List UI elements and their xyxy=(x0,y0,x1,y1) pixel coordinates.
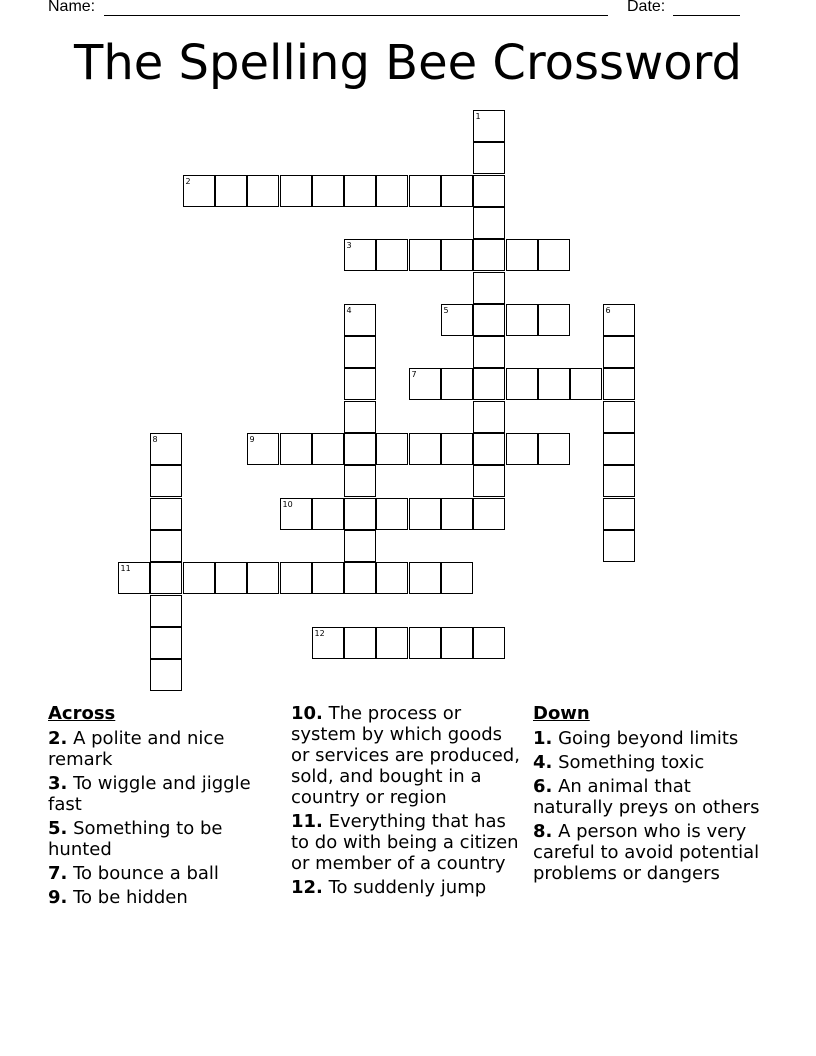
crossword-cell[interactable] xyxy=(150,659,182,691)
crossword-cell[interactable] xyxy=(603,498,635,530)
clue-across-12 xyxy=(291,877,526,898)
crossword-cell[interactable] xyxy=(506,304,538,336)
cell-number: 4 xyxy=(346,305,352,315)
crossword-cell[interactable] xyxy=(312,498,344,530)
clue-text: Something to be hunted xyxy=(48,818,223,860)
crossword-cell[interactable] xyxy=(473,627,505,659)
crossword-cell[interactable] xyxy=(538,368,570,400)
crossword-cell[interactable] xyxy=(247,433,279,465)
crossword-cell[interactable] xyxy=(473,465,505,497)
crossword-cell[interactable] xyxy=(441,304,473,336)
name-label: Name: xyxy=(48,0,96,15)
cell-number: 12 xyxy=(314,628,325,638)
crossword-cell[interactable] xyxy=(409,175,441,207)
date-label: Date: xyxy=(627,0,666,15)
crossword-cell[interactable] xyxy=(506,368,538,400)
crossword-cell[interactable] xyxy=(118,562,150,594)
crossword-cell[interactable] xyxy=(473,304,505,336)
page-title: The Spelling Bee Crossword xyxy=(74,35,742,91)
crossword-cell[interactable] xyxy=(473,368,505,400)
crossword-cell[interactable] xyxy=(441,498,473,530)
crossword-cell[interactable] xyxy=(312,627,344,659)
crossword-cell[interactable] xyxy=(344,433,376,465)
crossword-cell[interactable] xyxy=(603,336,635,368)
clue-down-1 xyxy=(533,728,763,749)
crossword-cell[interactable] xyxy=(409,498,441,530)
crossword-cell[interactable] xyxy=(441,433,473,465)
crossword-cell[interactable] xyxy=(215,175,247,207)
cell-number: 10 xyxy=(282,499,293,509)
crossword-cell[interactable] xyxy=(603,465,635,497)
cell-number: 1 xyxy=(475,111,481,121)
across-clues-continued xyxy=(291,703,526,901)
crossword-cell[interactable] xyxy=(570,368,602,400)
crossword-cell[interactable] xyxy=(473,272,505,304)
crossword-cell[interactable] xyxy=(344,498,376,530)
crossword-cell[interactable] xyxy=(441,562,473,594)
clue-across-10 xyxy=(291,703,526,808)
crossword-cell[interactable] xyxy=(280,433,312,465)
crossword-cell[interactable] xyxy=(312,433,344,465)
clue-number: 8. xyxy=(533,821,553,842)
clue-number: 5. xyxy=(48,818,68,839)
crossword-cell[interactable] xyxy=(473,110,505,142)
crossword-cell[interactable] xyxy=(538,433,570,465)
crossword-cell[interactable] xyxy=(150,433,182,465)
crossword-cell[interactable] xyxy=(312,175,344,207)
clue-down-4 xyxy=(533,752,763,773)
down-clues-column xyxy=(533,703,763,887)
crossword-cell[interactable] xyxy=(506,239,538,271)
across-clues-column xyxy=(48,703,258,911)
crossword-cell[interactable] xyxy=(376,627,408,659)
cell-number: 7 xyxy=(411,369,417,379)
clue-text: To suddenly jump xyxy=(322,877,487,898)
clue-text: To wiggle and jiggle fast xyxy=(48,773,251,815)
cell-number: 8 xyxy=(152,434,158,444)
crossword-cell[interactable] xyxy=(538,304,570,336)
crossword-cell[interactable] xyxy=(344,627,376,659)
clue-number: 6. xyxy=(533,776,553,797)
clue-number: 12. xyxy=(291,877,323,898)
crossword-cell[interactable] xyxy=(312,562,344,594)
clue-text: The process or system by which goods or services are produced, sold, and bought in a country or region xyxy=(291,703,520,808)
crossword-cell[interactable] xyxy=(473,336,505,368)
cell-number: 2 xyxy=(185,176,191,186)
crossword-cell[interactable] xyxy=(603,433,635,465)
clue-text: A person who is very careful to avoid potential problems or dangers xyxy=(533,821,760,884)
crossword-cell[interactable] xyxy=(150,465,182,497)
clue-across-3 xyxy=(48,773,258,815)
cell-number: 6 xyxy=(605,305,611,315)
clue-text: Going beyond limits xyxy=(552,728,739,749)
crossword-cell[interactable] xyxy=(538,239,570,271)
clue-number: 7. xyxy=(48,863,68,884)
clue-across-5 xyxy=(48,818,258,860)
crossword-cell[interactable] xyxy=(344,175,376,207)
clue-text: To bounce a ball xyxy=(67,863,219,884)
crossword-cell[interactable] xyxy=(376,498,408,530)
cell-number: 11 xyxy=(120,563,131,573)
crossword-cell[interactable] xyxy=(376,433,408,465)
crossword-cell[interactable] xyxy=(150,498,182,530)
clue-number: 9. xyxy=(48,887,68,908)
cell-number: 3 xyxy=(346,240,352,250)
crossword-cell[interactable] xyxy=(344,465,376,497)
crossword-cell[interactable] xyxy=(376,562,408,594)
crossword-cell[interactable] xyxy=(409,627,441,659)
crossword-cell[interactable] xyxy=(344,530,376,562)
cell-number: 9 xyxy=(249,434,255,444)
across-heading: Across xyxy=(48,703,116,724)
crossword-cell[interactable] xyxy=(150,530,182,562)
clue-number: 1. xyxy=(533,728,553,749)
crossword-cell[interactable] xyxy=(344,336,376,368)
crossword-cell[interactable] xyxy=(344,562,376,594)
crossword-cell[interactable] xyxy=(150,627,182,659)
crossword-cell[interactable] xyxy=(344,304,376,336)
clue-down-8 xyxy=(533,821,763,884)
crossword-cell[interactable] xyxy=(150,562,182,594)
clue-number: 4. xyxy=(533,752,553,773)
crossword-cell[interactable] xyxy=(603,304,635,336)
crossword-cell[interactable] xyxy=(409,433,441,465)
crossword-cell[interactable] xyxy=(409,368,441,400)
crossword-cell[interactable] xyxy=(603,401,635,433)
clue-number: 11. xyxy=(291,811,323,832)
crossword-cell[interactable] xyxy=(183,562,215,594)
clue-text: To be hidden xyxy=(67,887,188,908)
crossword-cell[interactable] xyxy=(473,207,505,239)
crossword-cell[interactable] xyxy=(441,175,473,207)
clue-text: An animal that naturally preys on others xyxy=(533,776,760,818)
clue-across-2 xyxy=(48,728,258,770)
crossword-cell[interactable] xyxy=(473,401,505,433)
cell-number: 5 xyxy=(443,305,449,315)
crossword-cell[interactable] xyxy=(247,175,279,207)
clue-number: 10. xyxy=(291,703,323,724)
crossword-cell[interactable] xyxy=(344,239,376,271)
clue-number: 3. xyxy=(48,773,68,794)
down-heading: Down xyxy=(533,703,590,724)
crossword-cell[interactable] xyxy=(376,239,408,271)
crossword-cell[interactable] xyxy=(506,433,538,465)
crossword-cell[interactable] xyxy=(441,368,473,400)
crossword-cell[interactable] xyxy=(473,142,505,174)
crossword-cell[interactable] xyxy=(603,368,635,400)
crossword-cell[interactable] xyxy=(409,562,441,594)
clue-down-6 xyxy=(533,776,763,818)
crossword-cell[interactable] xyxy=(183,175,215,207)
crossword-cell[interactable] xyxy=(280,562,312,594)
crossword-cell[interactable] xyxy=(344,401,376,433)
clue-text: A polite and nice remark xyxy=(48,728,225,770)
crossword-cell[interactable] xyxy=(215,562,247,594)
clue-text: Everything that has to do with being a citizen or member of a country xyxy=(291,811,519,874)
crossword-cell[interactable] xyxy=(441,239,473,271)
crossword-cell[interactable] xyxy=(473,239,505,271)
crossword-cell[interactable] xyxy=(473,175,505,207)
clue-across-11 xyxy=(291,811,526,874)
clue-text: Something toxic xyxy=(552,752,705,773)
crossword-cell[interactable] xyxy=(473,498,505,530)
crossword-cell[interactable] xyxy=(441,627,473,659)
clue-across-9 xyxy=(48,887,258,908)
crossword-cell[interactable] xyxy=(603,530,635,562)
clue-number: 2. xyxy=(48,728,68,749)
crossword-cell[interactable] xyxy=(376,175,408,207)
crossword-cell[interactable] xyxy=(409,239,441,271)
crossword-cell[interactable] xyxy=(280,175,312,207)
crossword-cell[interactable] xyxy=(280,498,312,530)
crossword-cell[interactable] xyxy=(150,595,182,627)
clue-across-7 xyxy=(48,863,258,884)
crossword-cell[interactable] xyxy=(247,562,279,594)
crossword-cell[interactable] xyxy=(473,433,505,465)
crossword-cell[interactable] xyxy=(344,368,376,400)
